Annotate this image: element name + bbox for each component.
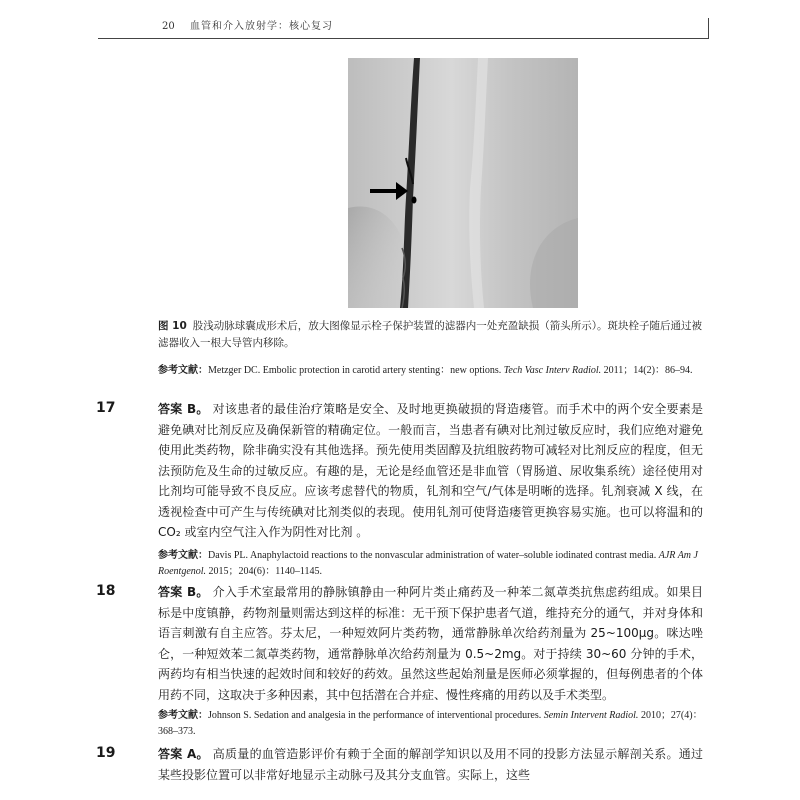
answer-text: 高质量的血管造影评价有赖于全面的解剖学知识以及用不同的投影方法显示解剖关系。通过某些投影位置可以非常好地显示主动脉弓及其分支血管。实际上，这些	[158, 747, 703, 782]
answer-body	[158, 582, 703, 705]
question-number: 18	[96, 583, 116, 599]
header-rule	[98, 38, 708, 39]
angiogram-image	[348, 58, 578, 308]
question-number: 19	[96, 745, 116, 761]
reference-text: Davis PL. Anaphylactoid reactions to the nonvascular administration of water–soluble iodinated contrast media.	[208, 550, 659, 561]
reference-label: 参考文献：	[158, 365, 208, 376]
reference-citation: 2015；204(6)：1140–1145.	[206, 566, 322, 577]
reference-citation: 2010；27(4)：368–373.	[158, 710, 703, 737]
question-number: 17	[96, 400, 116, 416]
reference-text: Johnson S. Sedation and analgesia in the performance of interventional procedures.	[208, 710, 544, 721]
figure-caption-text: 股浅动脉球囊成形术后，放大图像显示栓子保护装置的滤器内一处充盈缺损（箭头所示）。斑块栓子随后通过被滤器收入一根大导管内移除。	[158, 320, 703, 349]
question-19	[96, 744, 703, 785]
page-number: 20	[162, 21, 175, 32]
reference-label: 参考文献：	[158, 550, 208, 561]
answer-text: 对该患者的最佳治疗策略是安全、及时地更换破损的肾造瘘管。而手术中的两个安全要素是避免碘对比剂反应及确保新管的精确定位。一般而言，当患者有碘对比剂过敏反应时，我们应绝对避免使用此类药物，除非确实没有其他选择。预先使用类固醇及抗组胺药物可减轻对比剂反应的程度，但无法预防危及生命的过敏反应。有趣的是，无论是经血管还是非血管（胃肠道、尿收集系统）途径使用对比剂均可能导致不良反应。应该考虑替代的物质，钆剂和空气/气体是明晰的选择。钆剂衰减 X 线，在透视检查中可产生与传统碘对比剂类似的表现。使用钆剂可使肾造瘘管更换容易实施。也可以将温和的 CO₂ 或室内空气注入作为阴性对比剂 。	[158, 402, 703, 539]
reference-journal: Tech Vasc Interv Radiol.	[503, 365, 602, 376]
running-header	[98, 18, 708, 36]
reference	[158, 363, 703, 379]
answer-body	[158, 399, 703, 543]
reference-journal: AJR Am J Roentgenol.	[158, 550, 698, 577]
angiogram-figure	[348, 58, 578, 308]
figure-label: 图 10	[158, 320, 187, 332]
reference-label: 参考文献：	[158, 710, 208, 721]
reference-citation: 2011；14(2)：86–94.	[601, 365, 693, 376]
header-vertical-rule	[708, 18, 709, 39]
answer-text: 介入手术室最常用的静脉镇静由一种阿片类止痛药及一种苯二氮䓬类抗焦虑药组成。如果目标是中度镇静，药物剂量则需达到这样的标准：无干预下保护患者气道，维持充分的通气，并对身体和语言刺激有自主应答。芬太尼，一种短效阿片类药物，通常静脉单次给药剂量为 25~100μg。咪达唑仑，一种短效苯二氮䓬类药物，通常静脉单次给药剂量为 0.5~2mg。对于持续 30~60 分钟的手术，两药均有相当快速的起效时间和较好的药效。虽然这些起始剂量是医师必须掌握的，但每例患者的个体用药不同，这取决于多种因素，其中包括潜在合并症、慢性疼痛的用药以及手术类型。	[158, 585, 703, 702]
reference-journal: Semin Intervent Radiol.	[543, 710, 639, 721]
question-17	[96, 399, 703, 543]
reference	[158, 708, 703, 740]
answer-label: 答案 B。	[158, 585, 209, 599]
reference	[158, 548, 703, 580]
answer-label: 答案 A。	[158, 747, 209, 761]
figure-caption	[158, 318, 703, 352]
book-page	[98, 18, 708, 793]
book-title: 血管和介入放射学：核心复习	[190, 21, 333, 32]
answer-label: 答案 B。	[158, 402, 209, 416]
question-18	[96, 582, 703, 705]
reference-text: Metzger DC. Embolic protection in carotid artery stenting：new options.	[208, 365, 504, 376]
answer-body	[158, 744, 703, 785]
